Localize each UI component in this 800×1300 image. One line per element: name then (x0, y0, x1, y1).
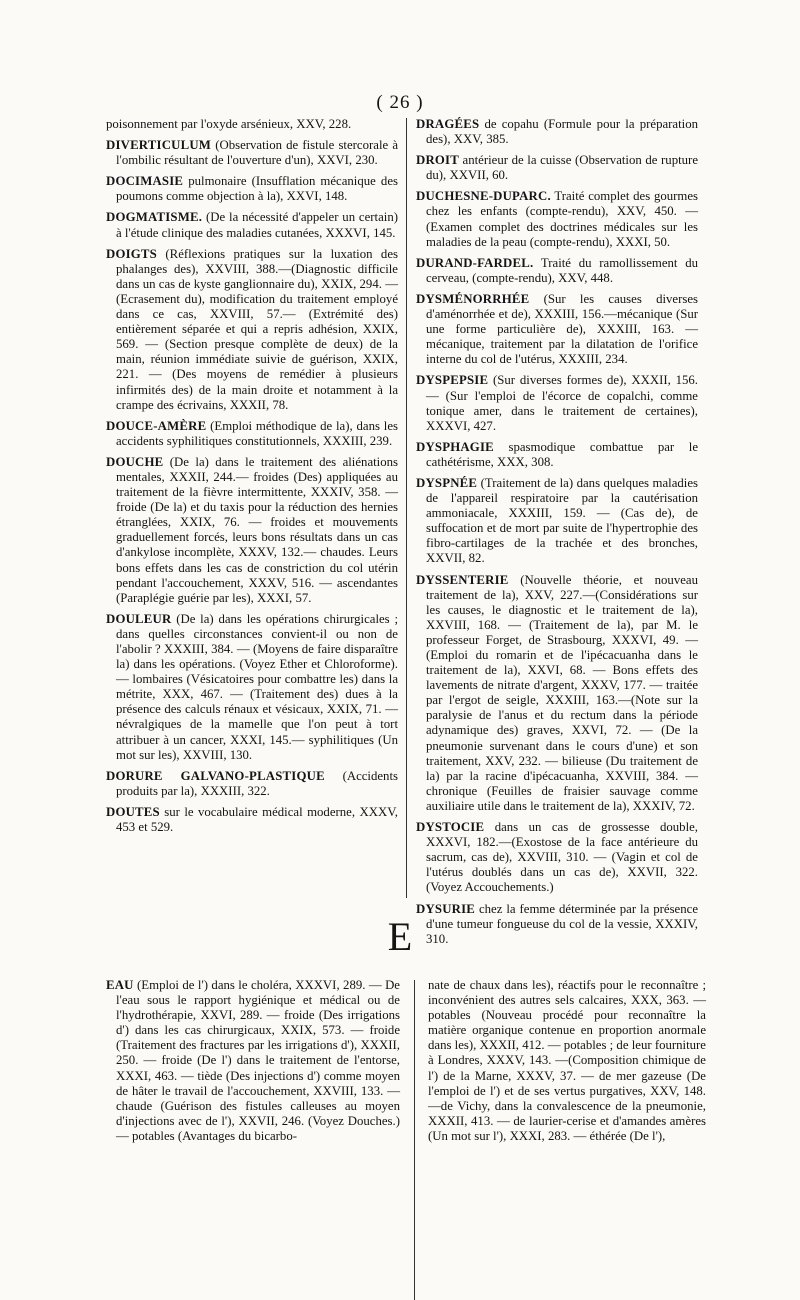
index-entry (106, 210, 398, 240)
entry-text: chez la femme déterminée par la présence d'une tumeur fongueuse du col de la vessie, XXXIV, 310. (426, 901, 698, 946)
entry-headword: DYSURIE (416, 901, 475, 916)
entry-headword: DOCIMASIE (106, 174, 184, 189)
entry-text: nate de chaux dans les), réactifs pour le reconnaître ; inconvénient des autres sels calcaires, XXX, 363. — potables (Nouveau procédé pour reconnaître la matière organique contenue en proportion anormale dans les), XXXII, 412. — potables ; de leur fourniture à Londres, XXXV, 143. —(Composition chimique de l') de la Marne, XXXV, 37. — de mer gazeuse (De l'emploi de l') et de ses vertus purgatives, XXV, 148.—de Vichy, dans la convalescence de la pneumonie, XXXII, 413. — de laurier-cerise et d'amandes amères (Un mot sur l'), XXXI, 283. — éthérée (De l'), (428, 978, 706, 1143)
index-entry (106, 805, 398, 835)
entry-text: dans un cas de grossesse double, XXXVI, 182.—(Exostose de la face antérieure du sacrum, cas de), XXVIII, 310. — (Vagin et col de l'utérus doublés dans un cas de), XXVII, 322. (Voyez Accouchements.) (426, 820, 698, 895)
index-entry (416, 189, 698, 249)
entry-text: Traité complet des gourmes chez les enfants (compte-rendu), XXV, 450. — (Examen complet des doctrines médicales sur les maladies de la peau (compte-rendu), XXXI, 50. (426, 189, 699, 249)
column-divider-bottom (414, 980, 415, 1300)
entry-headword: DOGMATISME. (106, 210, 203, 225)
entry-text: spasmodique combattue par le cathétérisme, XXX, 308. (426, 439, 699, 469)
index-entry (106, 117, 398, 132)
entry-headword: DOUTES (106, 804, 160, 819)
entry-headword: DUCHESNE-DUPARC. (416, 189, 551, 204)
entry-headword: DYSPHAGIE (416, 439, 494, 454)
entry-text: (De la) dans les opérations chirurgicales ; dans quelles circonstances convient-il ou non de l'abolir ? XXXIII, 384. — (Moyens de faire disparaître la) dans les opérations. (Voyez Ether et Chloroforme). — lombaires (Vésicatoires pour combattre les) dans la métrite, XXX, 467. — (Traitement des) dues à la présence des calculs rénaux et vésicaux, XXIX, 71. — névralgiques de la mamelle que l'on peut à tort attribuer à un cancer, XXXI, 145.— syphilitiques (Un mot sur les), XXVIII, 130. (116, 611, 398, 762)
entry-headword: DORURE GALVANO-PLASTIQUE (106, 768, 325, 783)
index-entry (416, 820, 698, 895)
entry-text: pulmonaire (Insufflation mécanique des poumons comme objection à la), XXVI, 148. (116, 174, 398, 204)
entry-text: (De la nécessité d'appeler un certain) à l'étude clinique des maladies cutanées, XXXVI, 145. (116, 210, 398, 240)
entry-headword: DROIT (416, 153, 459, 168)
index-entry (416, 373, 698, 433)
entry-headword: DYSSENTERIE (416, 572, 509, 587)
entry-headword: DIVERTICULUM (106, 138, 212, 153)
entry-headword: DYSTOCIE (416, 820, 485, 835)
index-entry (106, 419, 398, 449)
entry-headword: EAU (106, 978, 134, 992)
entry-text: sur le vocabulaire médical moderne, XXXV, 453 et 529. (116, 804, 398, 835)
entry-text: (Accidents produits par la), XXXIII, 322. (116, 768, 398, 798)
index-entry (106, 612, 398, 763)
entry-headword: DOULEUR (106, 611, 172, 626)
entry-text: (Sur les causes diverses d'aménorrhée et de), XXXIII, 156.—mécanique (Sur une forme particulière de), XXXIII, 163. — mécanique, traitement par la dilatation de l'orifice interne du col de l'utérus, XXXIII, 234. (426, 291, 699, 367)
index-entry (106, 769, 398, 799)
index-entry (106, 978, 400, 1144)
entry-text: (Sur diverses formes de), XXXII, 156. — (Sur l'emploi de l'écorce de copalchi, comme tonique amer, dans le traitement de certaines), XXXVI, 427. (426, 373, 699, 433)
entry-text: (Traitement de la) dans quelques maladies de l'appareil respiratoire par la cautérisation ammoniacale, XXXIII, 159. — (Cas de), de suffocation et de mort par suite de l'hypertrophie des fibro-cartilages de la trachée et des bronches, XXVII, 82. (426, 475, 698, 566)
entry-text: (Observation de fistule stercorale à l'ombilic résultant de l'ouverture d'un), XXVI, 230. (116, 138, 398, 168)
entry-text: antérieur de la cuisse (Observation de rupture du), XXVII, 60. (426, 153, 698, 183)
entry-headword: DOIGTS (106, 246, 157, 261)
index-entry (106, 247, 398, 413)
entry-headword: DYSMÉNORRHÉE (416, 291, 530, 306)
index-entry (416, 476, 698, 567)
column-divider-top (406, 118, 407, 898)
column-bottom-right (428, 978, 706, 1150)
entry-text: (De la) dans le traitement des aliénations mentales, XXXII, 244.— froides (Des) appliquées au traitement de la fièvre intermittente, XXXIV, 358. — froide (De la) et du taxis pour la réduction des hernies étranglées, XXIX, 76. — froides et mouvements graduellement forcés, leurs bons résultats dans un cas d'ankylose incomplète, XXXV, 132.— chaudes. Leurs bons effets dans les cas de constriction du col utérin pendant l'accouchement, XXXV, 516. — ascendantes (Paraplégie guérie par les), XXXI, 57. (116, 454, 399, 605)
index-entry (106, 138, 398, 168)
entry-text: (Réflexions pratiques sur la luxation des phalanges des), XXVIII, 388.—(Diagnostic difficile dans un cas de kyste ganglionnaire du), XXIX, 294. — (Ecrasement du), modification du traitement employé dans ce cas, XXVIII, 57.— (Extrémité des) entièrement séparée et qui a repris adhésion, XXIX, 569. — (Section presque complète de deux) de la main, réunion immédiate suivie de guérison, XXIX, 221. — (Des moyens de remédier à plusieurs infirmités des) de la main droite et notamment à la crampe des écrivains, XXXII, 78. (116, 246, 398, 412)
index-entry (106, 174, 398, 204)
entry-text: (Emploi de l') dans le choléra, XXXVI, 289. — De l'eau sous le rapport hygiénique et médical ou de l'hydrothérapie, XXVI, 289. — froide (Des irrigations d') dans les cas chirurgicaux, XXIX, 573. — froide (Traitement des fractures par les irrigations d'), XXXII, 250. — froide (De l') dans le traitement de l'entorse, XXXI, 463. — tiède (Des injections d') comme moyen de hâter le travail de l'accouchement, XXVIII, 133. — chaude (Guérison des fistules calleuses au moyen d'injections avec de l'), XXVII, 246. (Voyez Douches.) — potables (Avantages du bicarbo- (116, 978, 400, 1143)
column-top-right (416, 117, 698, 953)
entry-headword: DRAGÉES (416, 117, 480, 131)
entry-headword: DOUCE-AMÈRE (106, 418, 207, 433)
entry-text: (Emploi méthodique de la), dans les accidents syphilitiques constitutionnels, XXXIII, 239. (116, 418, 398, 448)
entry-headword: DYSPEPSIE (416, 373, 489, 388)
entry-text: de copahu (Formule pour la préparation des), XXV, 385. (426, 117, 698, 147)
index-entry (416, 256, 698, 286)
entry-text: (Nouvelle théorie, et nouveau traitement de la), XXV, 227.—(Considérations sur les causes, le diagnostic et le traitement de la), XXVIII, 168. — (Traitement de la), par M. le professeur Forget, de Strasbourg, XXXVI, 49. — (Emploi du romarin et de l'ipécacuanha dans le traitement de la), XXVI, 68. — Bons effets des lavements de nitrate d'argent, XXXV, 177. — traitée par l'ergot de seigle, XXXIII, 163.—(Note sur la paralysie de l'anus et du rectum dans la période adynamique des) graves, XXVI, 72. — (De la pneumonie survenant dans le cours d'une) et son traitement, XXV, 232. — bilieuse (Du traitement de la) par la racine d'ipécacuanha, XXVIII, 384. — chronique (Feuilles de fraisier sauvage comme auxiliaire utile dans le traitement de la), XXXIV, 72. (426, 572, 698, 813)
entry-headword: DOUCHE (106, 454, 164, 469)
column-bottom-left (106, 978, 400, 1150)
index-entry (416, 573, 698, 815)
entry-text: Traité du ramollissement du cerveau, (compte-rendu), XXV, 448. (426, 255, 698, 285)
index-entry (416, 153, 698, 183)
section-letter: E (387, 914, 413, 959)
index-entry (416, 440, 698, 470)
entry-headword: DURAND-FARDEL. (416, 255, 534, 270)
page-number: ( 26 ) (376, 92, 424, 113)
index-entry (416, 117, 698, 147)
column-top-left (106, 117, 398, 841)
index-entry (416, 292, 698, 367)
index-entry (106, 455, 398, 606)
index-entry (428, 978, 706, 1144)
entry-text: poisonnement par l'oxyde arsénieux, XXV, 228. (106, 117, 352, 131)
entry-headword: DYSPNÉE (416, 475, 478, 490)
